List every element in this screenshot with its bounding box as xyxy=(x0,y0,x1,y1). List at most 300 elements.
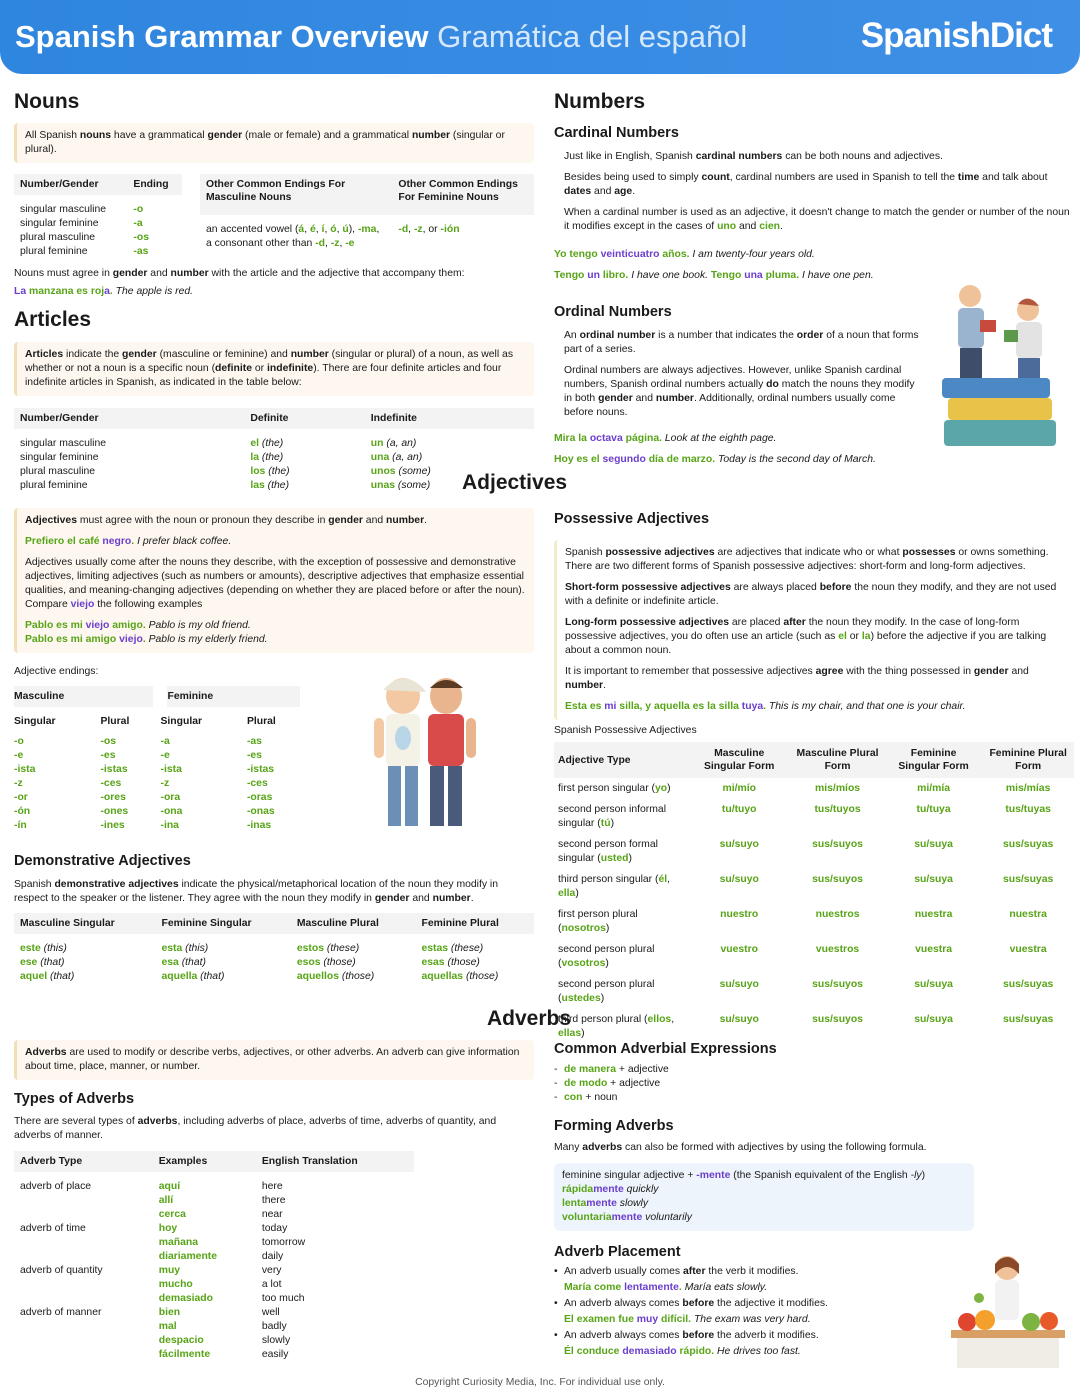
table-row xyxy=(14,956,534,970)
table-row xyxy=(200,215,534,259)
text-segment: Long-form possessive adjectives xyxy=(565,617,729,628)
possessive-example xyxy=(565,700,1066,714)
table-cell: mis/mías xyxy=(1005,782,1051,794)
text-segment: Nouns must agree in xyxy=(14,268,113,279)
table-cell: mi/mío xyxy=(722,782,756,794)
text-segment: . xyxy=(109,286,116,297)
text-segment: (singular or plural) of a noun, as well as whether or not a noun is a specific noun ( xyxy=(25,349,514,374)
text-segment: the verb it modifies. xyxy=(705,1266,799,1277)
nouns-heading: Nouns xyxy=(14,90,80,113)
text-segment: a xyxy=(104,286,110,297)
table-cell xyxy=(127,231,182,245)
articles-table xyxy=(14,408,534,493)
text-segment: . xyxy=(424,515,428,526)
table-row xyxy=(14,479,534,493)
formula-example xyxy=(562,1211,966,1225)
text-segment: ) before the adjective if you are talking about a common noun. xyxy=(565,631,1047,656)
column-header: Masculine Plural xyxy=(291,913,416,934)
table-cell xyxy=(415,934,534,956)
numbers-heading: Numbers xyxy=(554,90,646,113)
text-segment: Spanish xyxy=(565,547,606,558)
text-segment: ó xyxy=(330,224,337,236)
table-row xyxy=(14,245,182,259)
demonstrative-text xyxy=(14,878,534,906)
table-cell: sus/suyos xyxy=(812,838,863,850)
text-segment: third person singular ( xyxy=(558,873,659,885)
table-cell: tomorrow xyxy=(261,1237,306,1248)
text-segment: the noun they modify, and they are not used with a definite or indefinite article. xyxy=(565,582,1057,607)
text-segment: ellos xyxy=(647,1013,672,1025)
table-cell: muy xyxy=(158,1265,181,1276)
cardinal-text xyxy=(564,206,1070,234)
text-segment: second person informal singular ( xyxy=(558,803,667,829)
table-cell: -ona xyxy=(160,806,183,817)
table-cell: su/suyo xyxy=(719,1013,759,1025)
table-cell: Singular xyxy=(160,716,203,727)
text-segment: la xyxy=(250,452,259,463)
column-header: Feminine Singular xyxy=(155,913,290,934)
text-segment: + adjective xyxy=(615,1064,669,1075)
table-cell: here xyxy=(261,1181,283,1192)
text-segment: . xyxy=(470,893,474,904)
text-segment: Tengo xyxy=(710,270,745,281)
table-cell xyxy=(14,934,155,956)
table-cell: tu/tuyo xyxy=(721,803,757,815)
text-segment: (these) xyxy=(323,943,360,954)
table-row xyxy=(14,1172,414,1194)
header-row xyxy=(200,174,534,215)
table-cell xyxy=(415,970,534,984)
text-segment: number xyxy=(432,893,471,904)
table-row xyxy=(14,1334,414,1348)
text-segment: lenta xyxy=(562,1198,587,1209)
text-segment: ellas xyxy=(558,1027,582,1039)
text-segment: segundo xyxy=(602,454,646,465)
text-segment: definite xyxy=(215,363,252,374)
text-segment: vosotros xyxy=(561,957,606,969)
text-segment: demasiado xyxy=(622,1346,677,1357)
column-header: Feminine Plural Form xyxy=(982,742,1074,778)
text-segment: aquellas xyxy=(421,971,464,982)
text-segment: ella xyxy=(558,887,576,899)
text-segment: estas xyxy=(421,943,449,954)
text-segment: -z xyxy=(413,224,423,236)
cardinal-example xyxy=(554,248,1070,262)
text-segment: (this) xyxy=(40,943,67,954)
table-cell: singular masculine xyxy=(20,438,107,449)
text-segment: usted xyxy=(600,852,629,864)
text-segment: , xyxy=(408,224,414,236)
articles-section xyxy=(14,308,534,493)
table-cell: vuestros xyxy=(815,943,860,955)
text-segment: (some) xyxy=(395,466,431,477)
table-row xyxy=(14,195,182,217)
text-segment: -ma xyxy=(357,224,377,236)
table-cell xyxy=(200,215,392,259)
text-segment: first person plural ( xyxy=(558,908,638,934)
text-segment: Ordinal numbers are always adjectives. However, unlike Spanish cardinal numbers, Spanish ordinal numbers actually xyxy=(564,365,902,390)
text-segment: number xyxy=(565,680,604,691)
text-segment: Besides being used to simply xyxy=(564,172,702,183)
text-segment: (that) xyxy=(37,957,65,968)
articles-callout xyxy=(14,342,534,396)
text-segment: (some) xyxy=(395,480,431,491)
table-row xyxy=(14,1278,414,1292)
table-row xyxy=(554,799,1074,834)
text-segment: ) xyxy=(610,817,615,829)
text-segment: count xyxy=(701,172,730,183)
text-segment: unas xyxy=(370,480,396,491)
text-segment: nouns xyxy=(79,130,112,141)
text-segment: ) xyxy=(575,887,579,899)
text-segment: -a xyxy=(133,218,143,229)
text-segment: are placed xyxy=(729,617,784,628)
text-segment: have a grammatical xyxy=(111,130,208,141)
text-segment: and xyxy=(409,893,433,904)
text-segment: order xyxy=(796,330,824,341)
text-segment: I prefer black coffee. xyxy=(137,536,232,547)
text-segment: (masculine or feminine) and xyxy=(156,349,291,360)
text-segment: viejo xyxy=(119,634,143,645)
text-segment: It is important to remember that possessive adjectives xyxy=(565,666,816,677)
column-header: Adjective Type xyxy=(554,742,688,778)
table-row xyxy=(14,735,307,749)
table-cell: -es xyxy=(246,750,262,761)
header-row xyxy=(14,1151,414,1172)
table-cell xyxy=(415,956,534,970)
table-cell xyxy=(14,1208,153,1222)
text-segment: . xyxy=(678,1282,685,1293)
text-segment: This is my chair, and that one is your chair. xyxy=(768,701,966,712)
table-cell: -ones xyxy=(100,806,129,817)
table-cell: sus/suyas xyxy=(1003,873,1054,885)
possessive-text xyxy=(565,665,1066,693)
text-segment: . xyxy=(763,701,769,712)
text-segment: are adjectives that indicate who or what xyxy=(714,547,903,558)
text-segment: ) xyxy=(921,1170,926,1181)
articles-heading: Articles xyxy=(14,308,92,331)
text-segment: á xyxy=(298,224,305,236)
text-segment: una xyxy=(370,452,390,463)
text-segment: after xyxy=(682,1266,706,1277)
text-segment: (these) xyxy=(448,943,484,954)
table-cell xyxy=(14,970,155,984)
text-segment: uno xyxy=(717,221,737,232)
table-row xyxy=(14,1306,414,1320)
column-header: Feminine xyxy=(160,686,307,707)
table-row xyxy=(554,939,1074,974)
text-segment: third person plural ( xyxy=(558,1013,648,1025)
forming-formula-box xyxy=(554,1163,974,1231)
page-header xyxy=(0,0,1080,74)
text-segment: difícil. xyxy=(658,1314,694,1325)
table-row xyxy=(14,805,307,819)
text-segment: ustedes xyxy=(561,992,601,1004)
table-cell: -ón xyxy=(14,806,31,817)
common-expressions-heading: Common Adverbial Expressions xyxy=(554,1041,777,1057)
text-segment: (that) xyxy=(197,971,225,982)
text-segment: (the Spanish equivalent of the English xyxy=(730,1170,911,1181)
text-segment: este xyxy=(20,943,41,954)
text-segment: , xyxy=(339,238,346,250)
table-cell: mañana xyxy=(158,1237,198,1248)
adjectives-callout xyxy=(14,508,534,653)
text-segment: gender xyxy=(374,893,410,904)
text-segment: tú xyxy=(600,817,611,829)
text-segment: (this) xyxy=(182,943,209,954)
column-header: Other Common Endings For Masculine Nouns xyxy=(200,174,392,215)
table-cell: near xyxy=(261,1209,283,1220)
text-segment: Pablo es mi xyxy=(25,620,86,631)
table-cell: -z xyxy=(160,778,170,789)
table-cell: cerca xyxy=(158,1209,186,1220)
table-row xyxy=(14,1348,414,1362)
text-segment: esta xyxy=(161,943,183,954)
text-segment: (the) xyxy=(259,452,284,463)
table-row xyxy=(14,1222,414,1236)
text-segment: and xyxy=(632,393,656,404)
text-segment: age xyxy=(614,186,633,197)
text-segment: I am twenty-four years old. xyxy=(692,249,815,260)
text-segment: An adverb always comes xyxy=(564,1298,683,1309)
table-cell xyxy=(244,451,364,465)
text-segment: gender xyxy=(973,666,1009,677)
text-segment: negro xyxy=(102,536,132,547)
text-segment: ), xyxy=(348,224,358,236)
table-cell: -as xyxy=(246,736,262,747)
text-segment: mente xyxy=(611,1212,643,1223)
text-segment: An adverb always comes xyxy=(564,1330,683,1341)
text-segment: Short-form possessive adjectives xyxy=(565,582,731,593)
text-segment: manzana es roj xyxy=(26,286,105,297)
text-segment: ordinal number xyxy=(579,330,656,341)
adverbs-section xyxy=(14,1040,534,1362)
table-cell: nuestra xyxy=(914,908,953,920)
text-segment: esas xyxy=(421,957,445,968)
text-segment: (those) xyxy=(463,971,499,982)
formula xyxy=(562,1169,966,1183)
column-header: Number/Gender xyxy=(14,408,244,429)
text-segment: are used to modify or describe verbs, adjectives, or other adverbs. An adverb can give information about time, place, manner, or number. xyxy=(25,1047,520,1072)
text-segment: las xyxy=(250,480,265,491)
table-cell: sus/suyos xyxy=(812,978,863,990)
text-segment: (those) xyxy=(444,957,480,968)
common-expressions-list xyxy=(554,1063,1070,1105)
column-header: Other Common Endings For Feminine Nouns xyxy=(392,174,534,215)
text-segment: tuya xyxy=(741,701,764,712)
text-segment: , or xyxy=(422,224,441,236)
text-segment: ) xyxy=(667,782,671,794)
text-segment: second person formal singular ( xyxy=(558,838,658,864)
column-header: Feminine Singular Form xyxy=(885,742,982,778)
table-cell xyxy=(554,904,688,939)
cardinal-heading: Cardinal Numbers xyxy=(554,125,679,141)
ordinal-example xyxy=(554,453,1070,467)
table-cell xyxy=(14,1348,153,1362)
column-header: Examples xyxy=(153,1151,256,1172)
table-cell: su/suya xyxy=(914,838,953,850)
column-header: Number/Gender xyxy=(14,174,127,195)
text-segment: number xyxy=(290,349,329,360)
text-segment: viejo xyxy=(85,620,110,631)
column-header: Feminine Plural xyxy=(415,913,534,934)
text-segment: el xyxy=(250,438,259,449)
table-cell: -z xyxy=(14,778,23,789)
text-segment: agree xyxy=(815,666,844,677)
table-cell: vuestra xyxy=(1009,943,1047,955)
table-cell xyxy=(14,1194,153,1208)
column-header: Definite xyxy=(244,408,364,429)
table-cell: -inas xyxy=(246,820,272,831)
text-segment: match the nouns they modify in both xyxy=(564,379,915,404)
table-row xyxy=(14,217,182,231)
demonstrative-section xyxy=(14,852,534,984)
text-segment: can also be formed with adjectives by using the following formula. xyxy=(622,1142,927,1153)
table-cell: adverb of place xyxy=(20,1181,92,1192)
text-segment: página. xyxy=(622,433,665,444)
text-segment: lentamente xyxy=(624,1282,679,1293)
text-segment: de modo xyxy=(564,1078,608,1089)
text-segment: los xyxy=(250,466,266,477)
text-segment: before xyxy=(682,1330,715,1341)
table-cell: Singular xyxy=(14,716,56,727)
endings-label: Adjective endings: xyxy=(14,666,99,677)
table-cell xyxy=(554,974,688,1009)
table-cell xyxy=(365,451,534,465)
table-cell: su/suyo xyxy=(719,978,759,990)
text-segment: viejo xyxy=(70,599,95,610)
noun-endings-table xyxy=(14,174,182,259)
text-segment: feminine singular adjective + xyxy=(562,1170,697,1181)
nouns-example xyxy=(14,285,534,299)
text-segment: Pablo is my old friend. xyxy=(148,620,251,631)
text-segment: and xyxy=(1008,666,1029,677)
text-segment: veinticuatro xyxy=(600,249,660,260)
text-segment: , xyxy=(671,1013,675,1025)
demonstrative-heading: Demonstrative Adjectives xyxy=(14,853,191,869)
header-row xyxy=(554,742,1074,778)
text-segment: años. xyxy=(659,249,693,260)
table-cell: mi/mía xyxy=(917,782,951,794)
text-segment: yo xyxy=(655,782,668,794)
text-segment: indicate the physical/metaphorical location of the noun they modify in respect to the speaker or the listener. They agree with the noun they modify in xyxy=(14,879,499,904)
table-cell: -a xyxy=(160,736,170,747)
text-segment: When a cardinal number is used as an adjective, it doesn't change to match the gender or number of the noun it modifies except in the cases of xyxy=(564,207,1070,232)
spanishdict-logo[interactable]: SpanishDict xyxy=(860,16,1052,55)
header-row xyxy=(14,408,534,429)
table-cell: nuestro xyxy=(720,908,759,920)
text-segment: . xyxy=(780,221,783,232)
text-segment: aquellos xyxy=(296,971,339,982)
text-segment: -d xyxy=(315,238,325,250)
table-cell: su/suyo xyxy=(719,838,759,850)
table-row xyxy=(14,791,307,805)
table-cell xyxy=(554,799,688,834)
text-segment: . xyxy=(603,680,606,691)
possessive-callout xyxy=(554,540,1074,720)
text-segment: quickly xyxy=(623,1184,659,1195)
text-segment: (that) xyxy=(47,971,75,982)
text-segment: the following examples xyxy=(94,599,203,610)
text-segment: before xyxy=(819,582,852,593)
table-row xyxy=(14,1208,414,1222)
cardinal-text xyxy=(564,150,1070,164)
table-cell xyxy=(127,217,182,231)
formula-example xyxy=(562,1183,966,1197)
text-segment: -z xyxy=(330,238,340,250)
text-segment: (those) xyxy=(338,971,375,982)
text-segment: gender xyxy=(112,268,148,279)
table-row xyxy=(14,749,307,763)
table-row xyxy=(14,465,534,479)
text-segment: -d xyxy=(398,224,409,236)
text-segment: can be both nouns and adjectives. xyxy=(782,151,943,162)
table-cell: -istas xyxy=(246,764,275,775)
text-segment: (a, an) xyxy=(389,452,423,463)
types-text xyxy=(14,1115,534,1143)
text-segment: ese xyxy=(20,957,38,968)
text-segment: or xyxy=(251,363,267,374)
text-segment: an accented vowel ( xyxy=(206,224,299,236)
demonstrative-table xyxy=(14,913,534,984)
possessive-text xyxy=(565,581,1066,609)
text-segment: indefinite xyxy=(267,363,314,374)
text-segment: El examen fue xyxy=(564,1314,637,1325)
table-row xyxy=(554,1009,1074,1044)
text-segment: , including adverbs of place, adverbs of time, adverbs of quantity, and adverbs of manner. xyxy=(14,1116,497,1141)
table-cell xyxy=(127,195,182,217)
table-cell: slowly xyxy=(261,1335,291,1346)
table-row xyxy=(554,778,1074,799)
text-segment: pluma. xyxy=(762,270,802,281)
table-cell: today xyxy=(261,1223,288,1234)
text-segment: (the) xyxy=(265,466,290,477)
table-cell xyxy=(14,1334,153,1348)
text-segment: Pablo es mi amigo xyxy=(25,634,120,645)
text-segment: -ly xyxy=(910,1170,922,1181)
nouns-intro xyxy=(25,129,526,157)
formula-example xyxy=(562,1197,966,1211)
text-segment: de manera xyxy=(564,1064,616,1075)
text-segment: He drives too fast. xyxy=(717,1346,801,1357)
table-row xyxy=(14,970,534,984)
text-segment: (that) xyxy=(178,957,206,968)
text-segment: -ión xyxy=(440,224,460,236)
table-cell: -e xyxy=(160,750,170,761)
table-cell: bien xyxy=(158,1307,181,1318)
placement-heading: Adverb Placement xyxy=(554,1244,681,1260)
text-segment: , xyxy=(304,224,310,236)
text-segment: (those) xyxy=(320,957,356,968)
text-segment: ) xyxy=(605,957,609,969)
text-segment: An xyxy=(564,330,580,341)
table-cell: hoy xyxy=(158,1223,178,1234)
text-segment: All Spanish xyxy=(25,130,80,141)
ordinal-text xyxy=(564,329,924,357)
table-cell: there xyxy=(261,1195,286,1206)
table-row xyxy=(14,763,307,777)
table-cell: mal xyxy=(158,1321,177,1332)
readers-books-illustration xyxy=(940,280,1060,450)
text-segment: , xyxy=(324,224,331,236)
possessive-table xyxy=(554,742,1074,1044)
column-header: English Translation xyxy=(256,1151,414,1172)
text-segment: amigo. xyxy=(109,620,149,631)
text-segment: ú xyxy=(342,224,349,236)
text-segment: Él conduce xyxy=(564,1346,623,1357)
text-segment: Today is the second day of March. xyxy=(718,454,876,465)
text-segment: with the article and the adjective that accompany them: xyxy=(208,268,465,279)
